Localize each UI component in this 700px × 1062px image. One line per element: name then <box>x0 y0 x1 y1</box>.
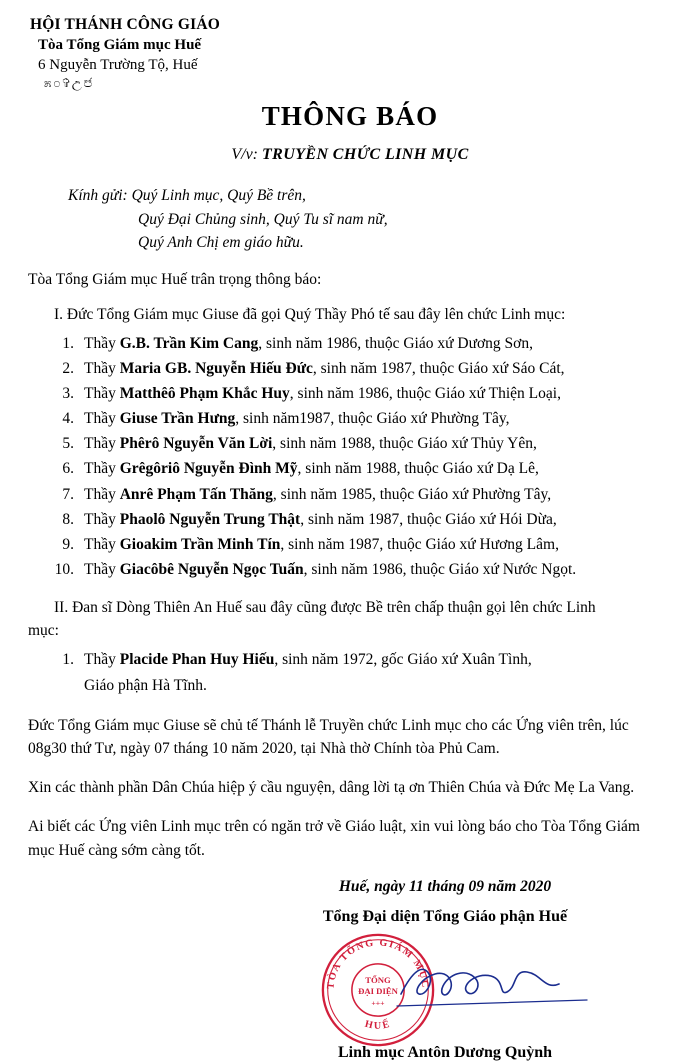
paragraph-ordination-details: Đức Tổng Giám mục Giuse sẽ chủ tế Thánh lễ Truyền chức Linh mục cho các Ứng viên trên, lúc 08g30 thứ Tư, ngày 07 tháng 10 năm 2020, tại Nhà thờ Chính tòa Phủ Cam. <box>28 716 629 757</box>
list-item <box>28 557 700 582</box>
item-prefix: Thầy <box>84 435 116 453</box>
salutation-line-1: Kính gửi: Quý Linh mục, Quý Bề trên, <box>68 187 306 204</box>
list-item <box>28 431 700 456</box>
svg-text:+++: +++ <box>371 998 385 1008</box>
intro-paragraph: Tòa Tổng Giám mục Huế trân trọng thông báo: <box>28 270 322 288</box>
person-detail: , sinh năm 1987, thuộc Giáo xứ Sáo Cát, <box>312 360 565 377</box>
person-detail: , sinh năm 1986, thuộc Giáo xứ Nước Ngọt. <box>303 560 577 578</box>
document-subject <box>0 146 700 164</box>
signature-name: Linh mục Antôn Dương Quỳnh <box>337 1043 553 1061</box>
list-item <box>28 406 700 431</box>
salutation-line-3: Quý Anh Chị em giáo hữu. <box>138 234 304 252</box>
section-two-heading-line2: mục: <box>28 622 59 640</box>
section-one <box>0 303 700 582</box>
person-name: Phêrô Nguyễn Văn Lời <box>119 435 273 453</box>
list-item <box>28 331 700 356</box>
item-number: 3. <box>62 385 74 403</box>
item-number: 5. <box>62 435 74 453</box>
person-detail: , sinh năm1987, thuộc Giáo xứ Phường Tây, <box>235 410 510 428</box>
person-detail: , sinh năm 1972, gốc Giáo xứ Xuân Tình, <box>274 651 532 669</box>
list-item <box>28 456 700 481</box>
person-name: Gioakim Trần Minh Tín <box>119 535 281 553</box>
list-item <box>28 356 700 381</box>
handwritten-signature <box>395 950 595 1020</box>
section-one-heading: I. Đức Tổng Giám mục Giuse đã gọi Quý Thầy Phó tế sau đây lên chức Linh mục: <box>54 305 566 323</box>
item-number: 6. <box>62 460 74 478</box>
subject-prefix: V/v: <box>231 146 258 163</box>
svg-text:HUẾ: HUẾ <box>363 1018 393 1032</box>
item-prefix: Thầy <box>84 360 116 377</box>
page-title: THÔNG BÁO <box>261 101 439 131</box>
person-name: Placide Phan Huy Hiếu <box>119 651 275 669</box>
person-name: Phaolô Nguyễn Trung Thật <box>119 510 301 528</box>
person-detail: , sinh năm 1986, thuộc Giáo xứ Dương Sơn, <box>258 334 533 352</box>
office-name: Tòa Tổng Giám mục Huế <box>38 37 202 53</box>
item-number: 10. <box>54 560 74 578</box>
salutation-line-2: Quý Đại Chủng sinh, Quý Tu sĩ nam nữ, <box>138 210 388 228</box>
item-prefix: Thầy <box>84 334 116 352</box>
person-detail: , sinh năm 1988, thuộc Giáo xứ Dạ Lê, <box>297 460 539 478</box>
person-name: Anrê Phạm Tấn Thăng <box>119 485 273 503</box>
item-number: 8. <box>62 510 74 528</box>
signature-role: Tổng Đại diện Tổng Giáo phận Huế <box>322 907 568 925</box>
list-item <box>28 647 700 672</box>
item-prefix: Thầy <box>84 510 116 528</box>
section-one-list <box>28 331 700 582</box>
ornament-divider: ೫೦✞උ෪ <box>44 75 95 90</box>
person-name: Maria GB. Nguyễn Hiếu Đức <box>119 360 313 377</box>
svg-text:TÒA TỔNG GIÁM MỤC: TÒA TỔNG GIÁM MỤC <box>325 937 431 990</box>
item-prefix: Thầy <box>84 651 116 669</box>
section-two <box>0 596 700 698</box>
item-number: 2. <box>62 360 74 377</box>
item-prefix: Thầy <box>84 560 116 578</box>
person-name: G.B. Trần Kim Cang <box>119 334 259 352</box>
list-item <box>28 507 700 532</box>
section-two-heading-line1: II. Đan sĩ Dòng Thiên An Huế sau đây cũng được Bề trên chấp thuận gọi lên chức Linh <box>54 598 596 616</box>
item-prefix: Thầy <box>84 385 116 403</box>
item-number: 4. <box>62 410 74 428</box>
salutation <box>0 184 700 255</box>
organization-name: HỘI THÁNH CÔNG GIÁO <box>30 16 220 33</box>
item-number: 1. <box>62 334 74 352</box>
svg-text:TỔNG: TỔNG <box>365 975 391 986</box>
person-name: Grêgôriô Nguyễn Đình Mỹ <box>119 460 298 478</box>
person-detail: , sinh năm 1986, thuộc Giáo xứ Thiện Loại, <box>289 385 561 403</box>
list-item <box>28 381 700 406</box>
item-number: 7. <box>62 485 74 503</box>
stamp-area <box>190 926 700 1044</box>
section-two-list <box>28 647 700 672</box>
person-diocese: Giáo phận Hà Tĩnh. <box>84 676 207 694</box>
item-prefix: Thầy <box>84 485 116 503</box>
signature-block <box>0 878 700 1062</box>
paragraph-impediment-notice: Ai biết các Ứng viên Linh mục trên có ngăn trở về Giáo luật, xin vui lòng báo cho Tòa Tổng Giám mục Huế càng sớm càng tốt. <box>28 818 640 859</box>
person-detail: , sinh năm 1985, thuộc Giáo xứ Phường Tây, <box>272 485 552 503</box>
list-item <box>28 482 700 507</box>
person-detail: , sinh năm 1987, thuộc Giáo xứ Hương Lâm, <box>280 535 559 553</box>
item-prefix: Thầy <box>84 535 116 553</box>
person-name: Giacôbê Nguyễn Ngọc Tuấn <box>119 560 304 578</box>
subject-text: TRUYỀN CHỨC LINH MỤC <box>262 146 469 163</box>
signature-place-date: Huế, ngày 11 tháng 09 năm 2020 <box>338 877 552 895</box>
person-name: Giuse Trần Hưng <box>119 410 236 428</box>
person-detail: , sinh năm 1988, thuộc Giáo xứ Thủy Yên, <box>272 435 537 453</box>
person-name: Matthêô Phạm Khắc Huy <box>119 385 290 403</box>
item-number: 9. <box>62 535 74 553</box>
list-item <box>28 532 700 557</box>
paragraph-prayer-request: Xin các thành phần Dân Chúa hiệp ý cầu nguyện, dâng lời tạ ơn Thiên Chúa và Đức Mẹ La Vang. <box>28 779 635 797</box>
office-address: 6 Nguyễn Trường Tộ, Huế <box>38 57 198 73</box>
item-prefix: Thầy <box>84 460 116 478</box>
letterhead <box>0 0 700 91</box>
person-detail: , sinh năm 1987, thuộc Giáo xứ Hói Dừa, <box>300 510 557 528</box>
item-number: 1. <box>62 651 74 669</box>
item-prefix: Thầy <box>84 410 116 428</box>
svg-text:ĐẠI DIỆN: ĐẠI DIỆN <box>358 985 398 996</box>
